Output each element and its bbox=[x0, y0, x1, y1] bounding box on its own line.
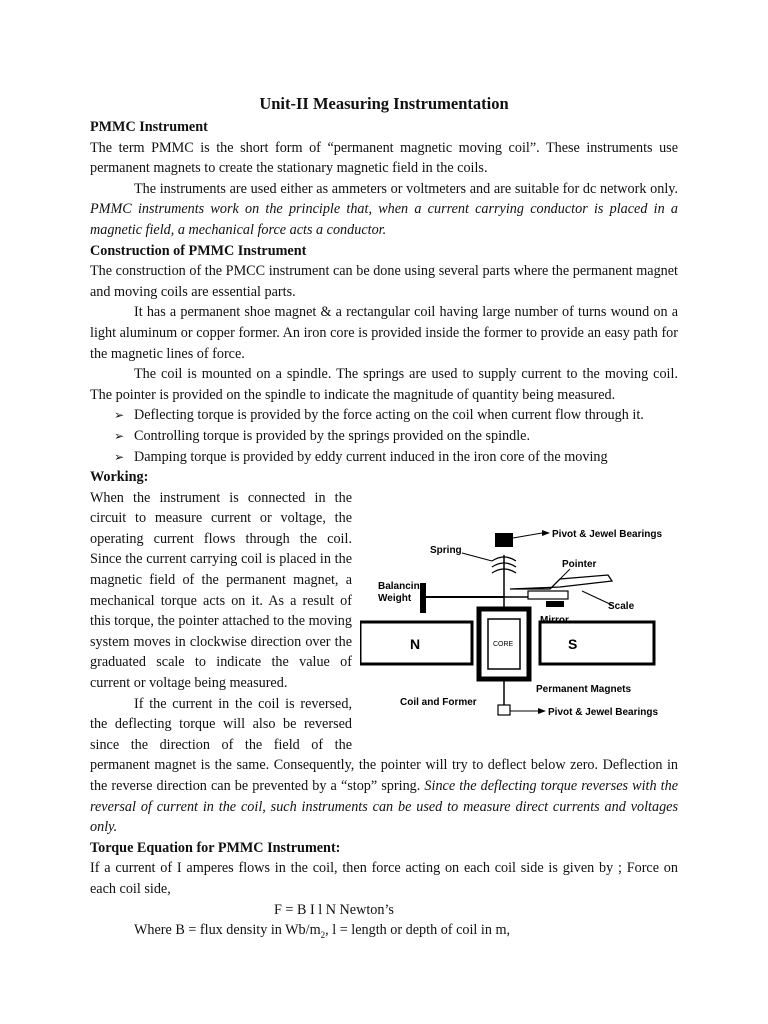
paragraph: The construction of the PMCC instrument can be done using several parts where the permanent magnet and moving coils are essential parts. bbox=[90, 263, 678, 300]
where-subscript: 2 bbox=[320, 929, 326, 940]
pmmc-diagram bbox=[360, 509, 678, 739]
paragraph bbox=[90, 179, 678, 241]
leader-line bbox=[513, 533, 542, 538]
paragraph-italic-text: Since the deflecting torque reverses with the reversal of current in the coil, such instruments can be used to measure direct currents and voltages only. bbox=[90, 778, 678, 836]
coil-former-label: Coil and Former bbox=[400, 696, 477, 708]
weight-label: Weight bbox=[378, 592, 412, 604]
arrow-bullet-icon: ➢ bbox=[114, 408, 125, 423]
south-magnet bbox=[540, 622, 654, 664]
section-heading-working: Working: bbox=[90, 469, 149, 486]
spring-label: Spring bbox=[430, 544, 462, 556]
list-item bbox=[114, 447, 678, 468]
section-heading-construction: Construction of PMMC Instrument bbox=[90, 242, 307, 259]
paragraph-italic-text: PMMC instruments work on the principle that, when a current carrying conductor is placed in a magnetic field, a mechanical force acts a conductor. bbox=[90, 201, 678, 238]
section-heading-torque-equation: Torque Equation for PMMC Instrument: bbox=[90, 839, 341, 856]
scale-label: Scale bbox=[608, 600, 635, 612]
arrow-icon bbox=[542, 530, 550, 536]
paragraph: When the instrument is connected in the circuit to measure current or voltage, the operating current flows through the coil. Since the current carrying coil is placed in the magnetic field of the permanent magnet, a mechanical torque acts on it. As a result of this torque, the pointer attached to the moving system moves in clockwise direction over the graduated scale to indicate the value of current or voltage being measured. bbox=[90, 489, 352, 692]
scale-bar bbox=[528, 591, 568, 599]
section-heading-pmmc: PMMC Instrument bbox=[90, 119, 208, 135]
paragraph-text: The instruments are used either as ammeters or voltmeters and are suitable for dc network only. bbox=[134, 180, 678, 197]
force-equation: F = B I l N Newton’s bbox=[274, 901, 394, 918]
mirror-label: Mirror bbox=[540, 614, 569, 626]
paragraph: The term PMMC is the short form of “permanent magnetic moving coil”. These instruments use permanent magnets to create the stationary magnetic field in the coils. bbox=[90, 139, 678, 177]
mirror bbox=[546, 601, 564, 607]
pmmc-diagram-svg bbox=[360, 509, 678, 739]
page-title: Unit-II Measuring Instrumentation bbox=[259, 94, 509, 113]
permanent-magnets-label: Permanent Magnets bbox=[536, 683, 632, 695]
arrow-bullet-icon: ➢ bbox=[114, 428, 125, 443]
document-page bbox=[90, 93, 678, 946]
pivot-top-block bbox=[495, 533, 513, 547]
list-item bbox=[114, 426, 678, 447]
arrow-bullet-icon: ➢ bbox=[114, 449, 125, 464]
paragraph: The coil is mounted on a spindle. The springs are used to supply current to the moving coil. The pointer is provided on the spindle to indicate the magnitude of quantity being measured. bbox=[90, 366, 678, 403]
north-label: N bbox=[410, 635, 421, 652]
pivot-bottom-block bbox=[498, 705, 510, 715]
paragraph bbox=[90, 920, 678, 945]
where-text: Where B = flux density in Wb/m bbox=[134, 922, 321, 939]
list-item-text: Damping torque is provided by eddy current induced in the iron core of the moving bbox=[134, 448, 608, 465]
south-label: S bbox=[568, 635, 578, 652]
leader-line bbox=[462, 553, 492, 561]
working-section bbox=[90, 488, 678, 838]
paragraph: If a current of I amperes flows in the coil, then force acting on each coil side is given by ; Force on each coil side, bbox=[90, 860, 678, 897]
paragraph-text: If the current in the coil is reversed, the deflecting torque will also be reversed since the direction of the field of the permanent magnet is the same. Consequently, the pointer will try to deflect below zero. Deflection in the reverse direction can be prevented by a “stop” spring. bbox=[90, 695, 678, 794]
pointer-label: Pointer bbox=[562, 558, 597, 570]
leader-line bbox=[560, 569, 570, 579]
pivot-top-label: Pivot & Jewel Bearings bbox=[552, 528, 663, 540]
pointer bbox=[510, 575, 612, 589]
list-item-text: Controlling torque is provided by the springs provided on the spindle. bbox=[134, 427, 531, 444]
list-item-text: Deflecting torque is provided by the force acting on the coil when current flow through it. bbox=[134, 407, 644, 424]
list-item bbox=[114, 405, 678, 426]
balancing-label: Balancing bbox=[378, 580, 426, 592]
paragraph: It has a permanent shoe magnet & a rectangular coil having large number of turns wound on a light aluminum or copper former. An iron core is provided inside the former to provide an easy path for the magnetic lines of force. bbox=[90, 304, 678, 362]
core-label: CORE bbox=[493, 640, 514, 648]
arrow-icon bbox=[538, 708, 546, 714]
torque-list bbox=[90, 405, 678, 467]
pivot-bottom-label: Pivot & Jewel Bearings bbox=[548, 706, 659, 718]
where-text-cont: , l = length or depth of coil in m, bbox=[325, 922, 511, 939]
